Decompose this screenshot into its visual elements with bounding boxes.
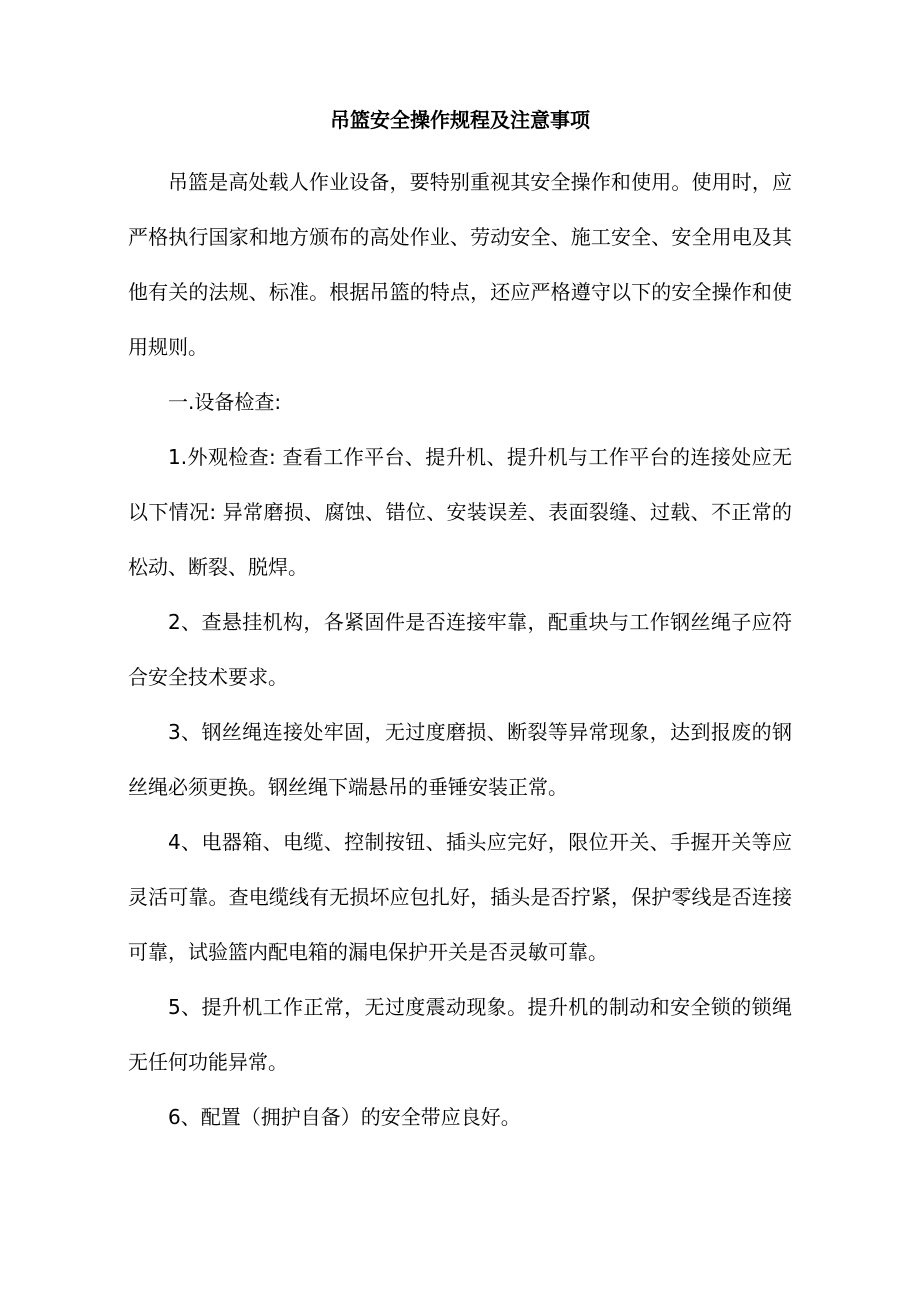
paragraph-item-5: 5、提升机工作正常，无过度震动现象。提升机的制动和安全锁的锁绳无任何功能异常。 [128, 995, 792, 1074]
paragraph-item-1: 1.外观检查: 查看工作平台、提升机、提升机与工作平台的连接处应无以下情况: 异常磨损、腐蚀、错位、安装误差、表面裂缝、过载、不正常的松动、断裂、脱焊。 [128, 445, 792, 579]
paragraph-item-4: 4、电器箱、电缆、控制按钮、插头应完好，限位开关、手握开关等应灵活可靠。查电缆线有无损坏应包扎好，插头是否拧紧，保护零线是否连接可靠，试验篮内配电箱的漏电保护开关是否灵敏可靠。 [128, 830, 792, 964]
document-title: 吊篮安全操作规程及注意事项 [330, 108, 590, 132]
paragraph-intro: 吊篮是高处载人作业设备，要特别重视其安全操作和使用。使用时，应严格执行国家和地方颁布的高处作业、劳动安全、施工安全、安全用电及其他有关的法规、标准。根据吊篮的特点，还应严格遵守以下的安全操作和使用规则。 [128, 170, 792, 359]
paragraph-item-2: 2、查悬挂机构，各紧固件是否连接牢靠，配重块与工作钢丝绳子应符合安全技术要求。 [128, 610, 792, 689]
paragraph-item-3: 3、钢丝绳连接处牢固，无过度磨损、断裂等异常现象，达到报废的钢丝绳必须更换。钢丝绳下端悬吊的垂锤安装正常。 [128, 720, 792, 799]
section-heading-equipment-check: 一.设备检查: [168, 390, 282, 414]
document-body [128, 155, 792, 1145]
paragraph-item-6: 6、配置（拥护自备）的安全带应良好。 [168, 1105, 521, 1129]
